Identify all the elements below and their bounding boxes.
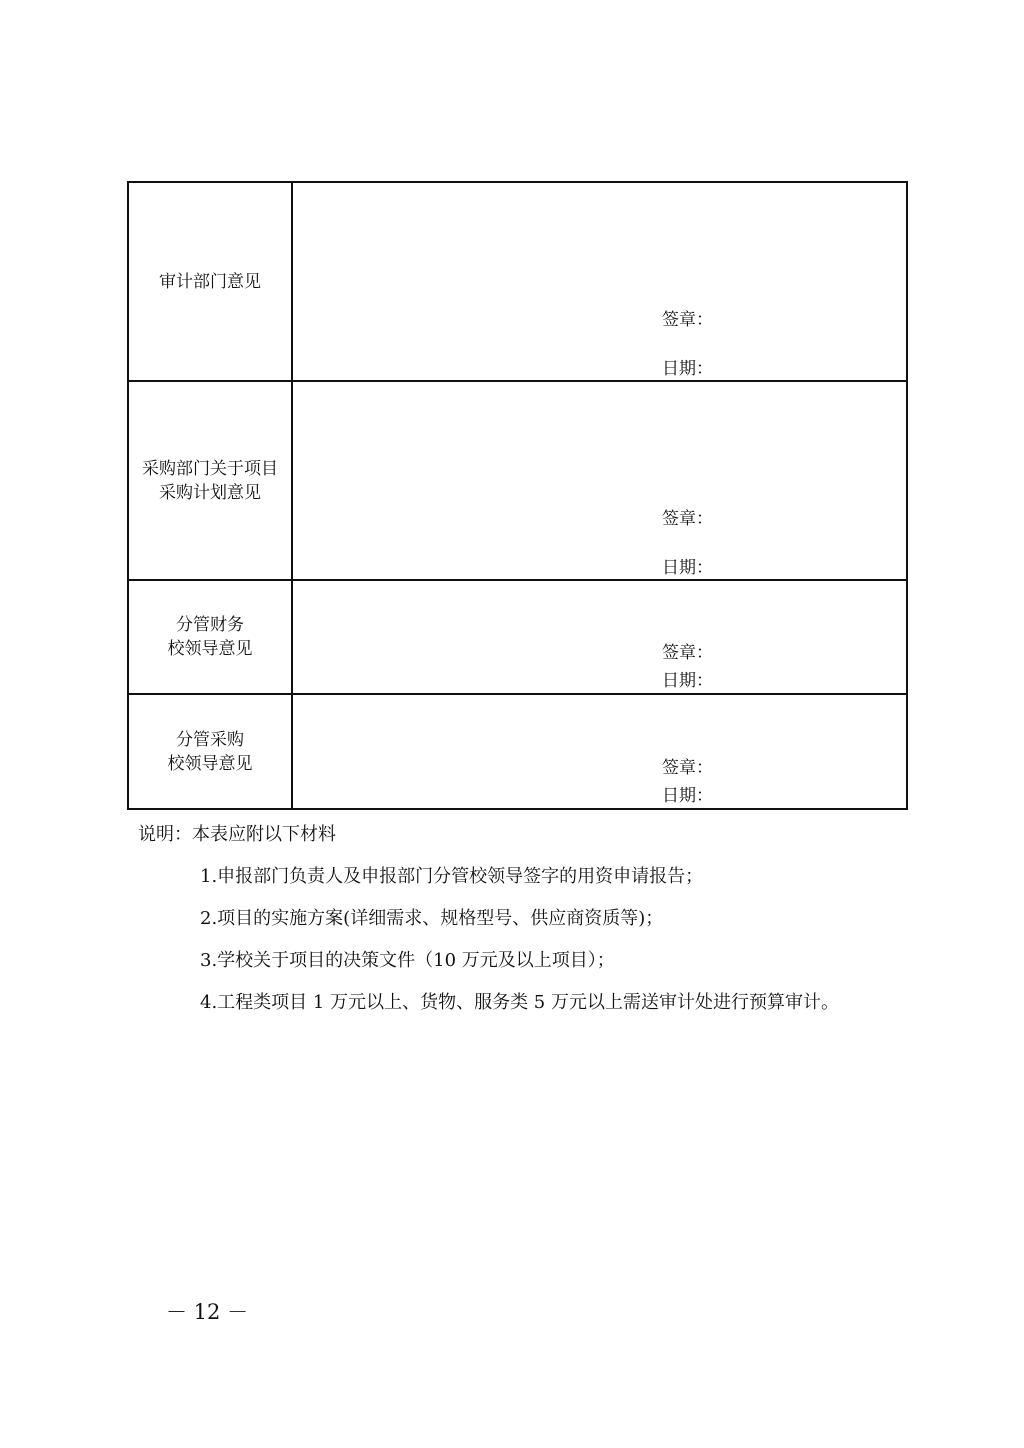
approval-form-table: [127, 181, 908, 810]
row-label-procurement-dept: [128, 381, 292, 580]
row-label-finance-leader: [128, 580, 292, 694]
notes-item: 4.工程类项目 1 万元以上、货物、服务类 5 万元以上需送审计处进行预算审计。: [200, 992, 839, 1013]
notes-item: 1.申报部门负责人及申报部门分管校领导签字的用资申请报告；: [200, 866, 704, 887]
row-label-audit: [128, 182, 292, 381]
date-label: 日期：: [662, 558, 713, 578]
row-label-line: 采购部门关于项目: [142, 458, 278, 479]
date-label: 日期：: [662, 359, 713, 379]
signature-label: 签章：: [662, 310, 713, 330]
form-row-procurement-leader: [128, 694, 907, 809]
date-label: 日期：: [662, 671, 713, 691]
row-label-line: 审计部门意见: [159, 271, 261, 292]
page-number: － 12 －: [166, 1300, 249, 1324]
row-label-line: 校领导意见: [167, 753, 253, 774]
form-row-finance-leader: [128, 580, 907, 694]
row-label-line: 分管采购: [176, 729, 244, 750]
opinion-cell-audit[interactable]: [292, 182, 907, 381]
signature-label: 签章：: [662, 509, 713, 529]
notes-title: 说明：本表应附以下材料: [138, 824, 336, 845]
notes-item: 2.项目的实施方案(详细需求、规格型号、供应商资质等)；: [200, 908, 664, 929]
row-label-line: 采购计划意见: [159, 482, 261, 503]
opinion-cell-finance-leader[interactable]: [292, 580, 907, 694]
opinion-cell-procurement-leader[interactable]: [292, 694, 907, 809]
row-label-line: 校领导意见: [167, 639, 253, 659]
signature-label: 签章：: [662, 758, 713, 778]
date-label: 日期：: [662, 786, 713, 806]
opinion-cell-procurement-dept[interactable]: [292, 381, 907, 580]
row-label-procurement-leader: [128, 694, 292, 809]
signature-label: 签章：: [662, 643, 713, 663]
form-row-procurement-dept: [128, 381, 907, 580]
form-row-audit: [128, 182, 907, 381]
row-label-line: 分管财务: [176, 615, 244, 635]
notes-item: 3.学校关于项目的决策文件（10 万元及以上项目）；: [200, 950, 615, 971]
